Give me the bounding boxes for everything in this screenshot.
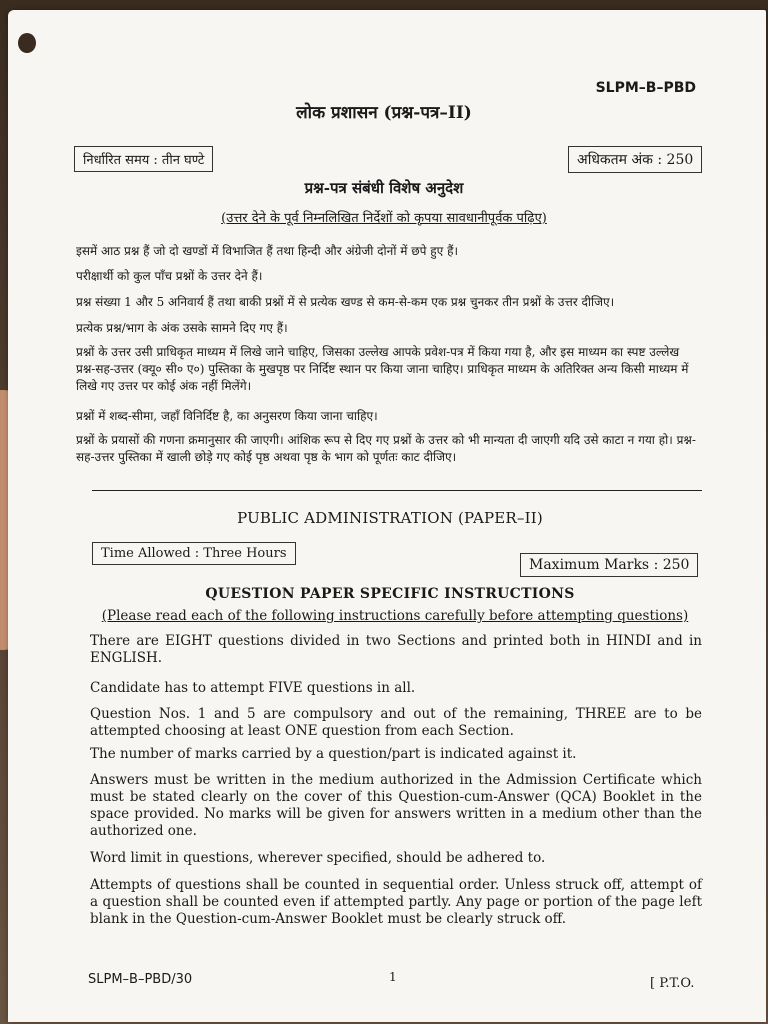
footer-paper-code: SLPM–B–PBD/30: [88, 972, 193, 987]
english-max-marks: Maximum Marks : 250: [520, 553, 698, 577]
hindi-instruction-6: प्रश्नों में शब्द-सीमा, जहाँ विनिर्दिष्ट है, का अनुसरण किया जाना चाहिए।: [76, 409, 378, 423]
english-instruction-2: Candidate has to attempt FIVE questions in all.: [90, 680, 416, 696]
hindi-instruction-3: प्रश्न संख्या 1 और 5 अनिवार्य हैं तथा बाकी प्रश्नों में से प्रत्येक खण्ड से कम-से-कम एक प्रश्न चुनकर तीन प्रश्नों के उत्तर दीजिए।: [76, 295, 615, 309]
english-heading: QUESTION PAPER SPECIFIC INSTRUCTIONS: [205, 586, 575, 602]
section-divider: [92, 490, 702, 491]
hindi-subheading: (उत्तर देने के पूर्व निम्नलिखित निर्देशों को कृपया सावधानीपूर्वक पढ़िए): [221, 211, 547, 226]
english-instruction-6: Word limit in questions, wherever specified, should be adhered to.: [90, 850, 546, 866]
english-instruction-1: There are EIGHT questions divided in two Sections and printed both in HINDI and in ENGLISH.: [90, 633, 702, 666]
hindi-instruction-2: परीक्षार्थी को कुल पाँच प्रश्नों के उत्तर देने हैं।: [76, 269, 263, 283]
hindi-max-marks: अधिकतम अंक : 250: [568, 146, 702, 173]
english-title: PUBLIC ADMINISTRATION (PAPER–II): [237, 509, 543, 527]
english-instruction-5: Answers must be written in the medium authorized in the Admission Certificate which must be stated clearly on the cover of this Question-cum-Answer (QCA) Booklet in the space provided. No marks will be given for answers written in a medium other than the authorized one.: [90, 772, 702, 839]
english-instruction-4: The number of marks carried by a question/part is indicated against it.: [90, 746, 577, 762]
punch-hole: [18, 33, 36, 53]
hindi-time-allowed: निर्धारित समय : तीन घण्टे: [74, 146, 213, 172]
english-instruction-7: Attempts of questions shall be counted in sequential order. Unless struck off, attempt of a question shall be counted even if attempted partly. Any page or portion of the page left blank in the Question-cum-Answer Booklet must be clearly struck off.: [90, 877, 702, 927]
hindi-instruction-4: प्रत्येक प्रश्न/भाग के अंक उसके सामने दिए गए हैं।: [76, 321, 288, 335]
hindi-instruction-1: इसमें आठ प्रश्न हैं जो दो खण्डों में विभाजित हैं तथा हिन्दी और अंग्रेजी दोनों में छपे हुए हैं।: [76, 244, 459, 258]
footer-page-number: 1: [389, 970, 397, 984]
hindi-instruction-5: प्रश्नों के उत्तर उसी प्राधिकृत माध्यम में लिखे जाने चाहिए, जिसका उल्लेख आपके प्रवेश-पत्र में किया गया है, और इस माध्यम का स्पष्ट उल्लेख प्रश्न-सह-उत्तर (क्यू० सी० ए०) पुस्तिका के मुखपृष्ठ पर निर्दिष्ट स्थान पर किया जाना चाहिए। प्राधिकृत माध्यम के अतिरिक्त अन्य किसी माध्यम में लिखे गए उत्तर पर कोई अंक नहीं मिलेंगे।: [76, 345, 689, 393]
hindi-title: लोक प्रशासन (प्रश्न-पत्र–II): [296, 103, 472, 123]
english-subheading: (Please read each of the following instructions carefully before attempting questions): [101, 608, 689, 624]
english-time-allowed: Time Allowed : Three Hours: [92, 542, 296, 565]
hindi-heading: प्रश्न-पत्र संबंधी विशेष अनुदेश: [304, 179, 464, 197]
footer-pto: [ P.T.O.: [650, 976, 695, 991]
hindi-instruction-7: प्रश्नों के प्रयासों की गणना क्रमानुसार की जाएगी। आंशिक रूप से दिए गए प्रश्नों के उत्तर को भी मान्यता दी जाएगी यदि उसे काटा न गया हो। प्रश्न-सह-उत्तर पुस्तिका में खाली छोड़े गए कोई पृष्ठ अथवा पृष्ठ के भाग को पूर्णतः काट दीजिए।: [76, 433, 696, 464]
english-instruction-3: Question Nos. 1 and 5 are compulsory and out of the remaining, THREE are to be attempted choosing at least ONE question from each Section.: [90, 706, 702, 739]
paper-code: SLPM–B–PBD: [595, 80, 696, 96]
